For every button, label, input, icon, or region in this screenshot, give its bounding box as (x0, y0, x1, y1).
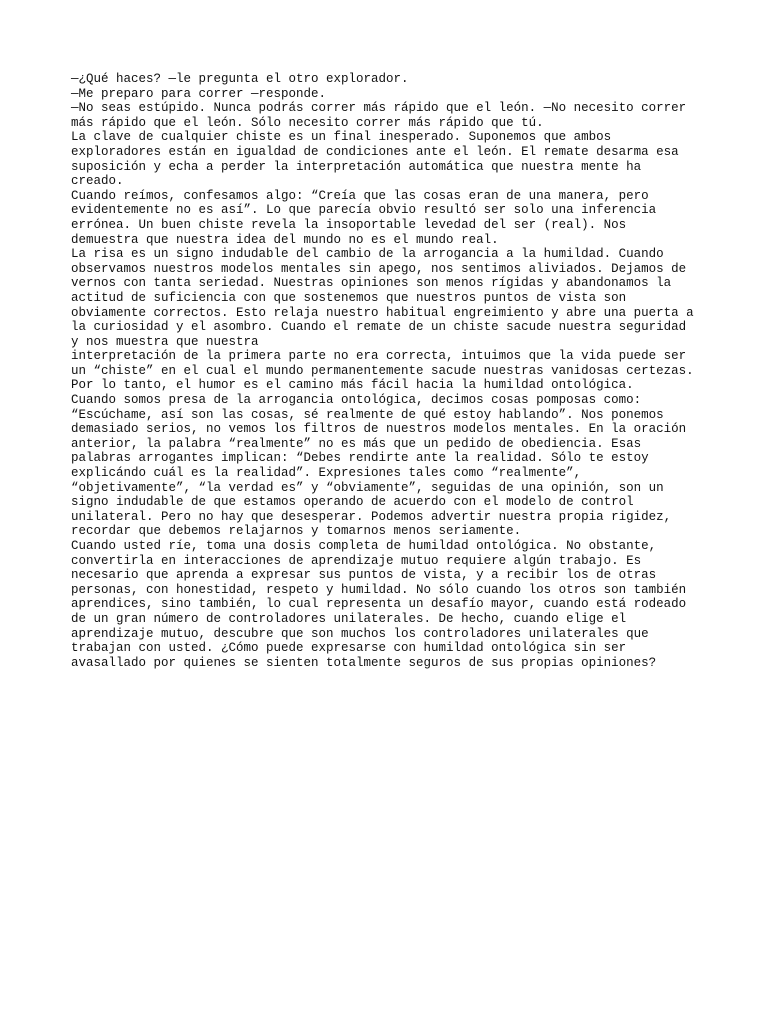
text-line: “objetivamente”, “la verdad es” y “obviamente”, seguidas de una opinión, son un (71, 480, 664, 495)
text-line: Cuando reímos, confesamos algo: “Creía que las cosas eran de una manera, pero (71, 188, 649, 203)
text-line: personas, con honestidad, respeto y humildad. No sólo cuando los otros son también (71, 582, 687, 597)
text-line: recordar que debemos relajarnos y tomarnos menos seriamente. (71, 524, 522, 539)
text-line: y nos muestra que nuestra (71, 334, 259, 349)
text-line: actitud de suficiencia con que sostenemos que nuestros puntos de vista son (71, 290, 627, 305)
text-line: obviamente correctos. Esto relaja nuestro habitual engreimiento y abre una puerta a (71, 305, 694, 320)
text-line: la curiosidad y el asombro. Cuando el remate de un chiste sacude nuestra seguridad (71, 320, 687, 335)
text-line: aprendices, sino también, lo cual representa un desafío mayor, cuando está rodeado (71, 597, 687, 612)
text-line: exploradores están en igualdad de condiciones ante el león. El remate desarma esa (71, 144, 679, 159)
text-line: signo indudable de que estamos operando de acuerdo con el modelo de control (71, 495, 634, 510)
text-line: de un gran número de controladores unilaterales. De hecho, cuando elige el (71, 611, 627, 626)
text-line: unilateral. Pero no hay que desesperar. Podemos advertir nuestra propia rigidez, (71, 509, 672, 524)
text-line: suposición y echa a perder la interpretación automática que nuestra mente ha (71, 159, 642, 174)
text-line: demasiado serios, no vemos los filtros de nuestros modelos mentales. En la oración (71, 422, 687, 437)
text-line: —No seas estúpido. Nunca podrás correr más rápido que el león. —No necesito correr (71, 101, 687, 116)
text-line: palabras arrogantes implican: “Debes rendirte ante la realidad. Sólo te estoy (71, 451, 649, 466)
text-line: avasallado por quienes se sienten totalmente seguros de sus propias opiniones? (71, 655, 657, 670)
text-line: —Me preparo para correr —responde. (71, 86, 327, 101)
text-line: observamos nuestros modelos mentales sin apego, nos sentimos aliviados. Dejamos de (71, 261, 687, 276)
text-line: “Escúchame, así son las cosas, sé realmente de qué estoy hablando”. Nos ponemos (71, 407, 664, 422)
text-line: —¿Qué haces? —le pregunta el otro explorador. (71, 72, 409, 86)
text-line: La clave de cualquier chiste es un final inesperado. Suponemos que ambos (71, 130, 612, 145)
text-line: evidentemente no es así”. Lo que parecía obvio resultó ser solo una inferencia (71, 203, 657, 218)
text-line: más rápido que el león. Sólo necesito correr más rápido que tú. (71, 115, 544, 130)
text-line: Cuando usted ríe, toma una dosis completa de humildad ontológica. No obstante, (71, 539, 657, 553)
text-line: convertirla en interacciones de aprendizaje mutuo requiere algún trabajo. Es (71, 553, 642, 568)
text-line: anterior, la palabra “realmente” no es más que un pedido de obediencia. Esas (71, 436, 642, 451)
text-line: aprendizaje mutuo, descubre que son muchos los controladores unilaterales que (71, 626, 649, 641)
text-line: interpretación de la primera parte no era correcta, intuimos que la vida puede ser (71, 349, 687, 364)
text-line: demuestra que nuestra idea del mundo no es el mundo real. (71, 232, 499, 247)
text-line: necesario que aprenda a expresar sus puntos de vista, y a recibir los de otras (71, 568, 657, 583)
text-line: Por lo tanto, el humor es el camino más fácil hacia la humildad ontológica. (71, 378, 634, 393)
text-line: creado. (71, 174, 124, 189)
text-line: explicándo cuál es la realidad”. Expresiones tales como “realmente”, (71, 466, 582, 481)
text-line: Cuando somos presa de la arrogancia ontológica, decimos cosas pomposas como: (71, 393, 642, 408)
document-page (71, 72, 711, 670)
text-line: un “chiste” en el cual el mundo permanentemente sacude nuestras vanidosas certezas. (71, 363, 694, 378)
text-line: La risa es un signo indudable del cambio de la arrogancia a la humildad. Cuando (71, 247, 664, 262)
text-line: errónea. Un buen chiste revela la insoportable levedad del ser (real). Nos (71, 217, 627, 232)
text-line: vernos con tanta seriedad. Nuestras opiniones son menos rígidas y abandonamos la (71, 276, 672, 291)
text-line: trabajan con usted. ¿Cómo puede expresarse con humildad ontológica sin ser (71, 641, 627, 656)
